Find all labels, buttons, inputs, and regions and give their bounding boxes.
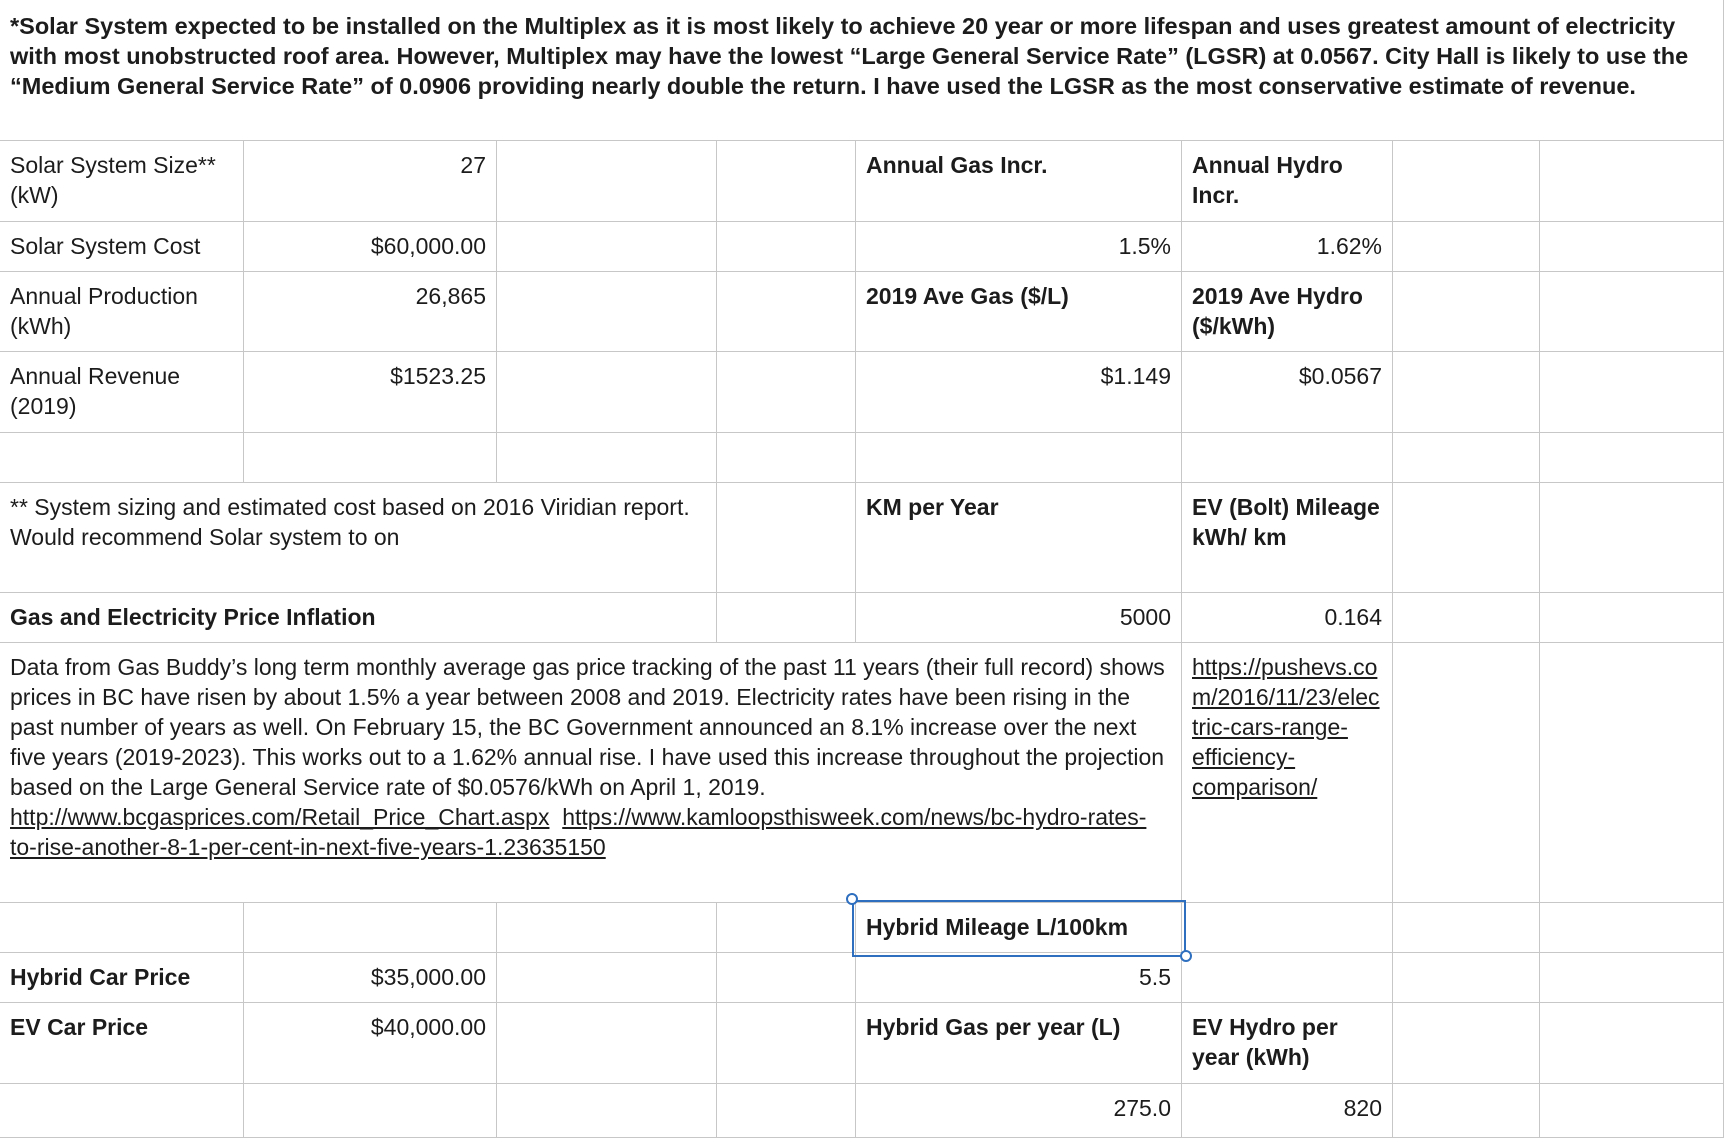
cell-empty[interactable]	[1393, 1003, 1540, 1084]
cell-empty[interactable]	[497, 1003, 717, 1084]
cell-empty[interactable]	[0, 1084, 244, 1138]
ev-hydro-label: EV Hydro per year (kWh)	[1192, 1014, 1338, 1070]
hydro-incr-value: 1.62%	[1316, 233, 1382, 259]
cell-hydro-price-label[interactable]	[1182, 272, 1393, 352]
cell-empty[interactable]	[1393, 352, 1540, 433]
cell-empty[interactable]	[1393, 1084, 1540, 1138]
cell-gas-incr-label[interactable]	[856, 141, 1182, 222]
cell-empty[interactable]	[0, 903, 244, 953]
cell-km-value[interactable]	[856, 593, 1182, 643]
solar-cost-value: $60,000.00	[370, 233, 486, 259]
cell-empty[interactable]	[1540, 903, 1724, 953]
cell-hydro-incr-label[interactable]	[1182, 141, 1393, 222]
cell-empty[interactable]	[497, 272, 717, 352]
cell-ev-hydro-label[interactable]	[1182, 1003, 1393, 1084]
cell-empty[interactable]	[1182, 903, 1393, 953]
km-value: 5000	[1119, 604, 1171, 630]
solar-size-value: 27	[460, 152, 486, 178]
cell-empty[interactable]	[244, 433, 497, 483]
cell-empty[interactable]	[1393, 272, 1540, 352]
cell-hybrid-mileage-value[interactable]	[856, 953, 1182, 1003]
cell-empty[interactable]	[244, 1084, 497, 1138]
hybrid-price-label: Hybrid Car Price	[10, 964, 191, 990]
cell-hybrid-gas-label[interactable]	[856, 1003, 1182, 1084]
cell-empty[interactable]	[497, 222, 717, 272]
production-value: 26,865	[415, 283, 486, 309]
gas-price-value: $1.149	[1100, 363, 1171, 389]
cell-gas-price-value[interactable]	[856, 352, 1182, 433]
cell-empty[interactable]	[717, 903, 856, 953]
solar-note-text: *Solar System expected to be installed on the Multiplex as it is most likely to achieve 20 year or more lifespan and uses greatest amount of electricity with most unobstructed roof area. However, Multiplex may have the lowest “Large General Service Rate” (LGSR) at 0.0567. City Hall is likely to use the “Medium General Service Rate” of 0.0906 providing nearly double the return. I have used the LGSR as the most conservative estimate of revenue.	[10, 13, 1689, 99]
hybrid-mileage-value: 5.5	[1139, 964, 1171, 990]
cell-empty[interactable]	[717, 1003, 856, 1084]
gas-price-label: 2019 Ave Gas ($/L)	[866, 283, 1069, 309]
pushevs-link[interactable]: https://pushevs.com/2016/11/23/electric-cars-range-efficiency-comparison/	[1192, 654, 1380, 800]
cell-revenue-label[interactable]	[0, 352, 244, 433]
ev-mileage-value: 0.164	[1324, 604, 1382, 630]
cell-ev-price-value[interactable]	[244, 1003, 497, 1084]
hydro-price-value: $0.0567	[1298, 363, 1382, 389]
cell-solar-cost-value[interactable]	[244, 222, 497, 272]
cell-production-value[interactable]	[244, 272, 497, 352]
gas-incr-label: Annual Gas Incr.	[866, 152, 1048, 178]
hybrid-gas-label: Hybrid Gas per year (L)	[866, 1014, 1121, 1040]
cell-sizing-note[interactable]	[0, 483, 717, 593]
cell-empty[interactable]	[1393, 222, 1540, 272]
selection-handle-bottom-right[interactable]	[1180, 950, 1192, 962]
cell-empty[interactable]	[1393, 141, 1540, 222]
ev-hydro-value: 820	[1343, 1095, 1382, 1121]
production-label: Annual Production (kWh)	[10, 283, 198, 339]
solar-cost-label: Solar System Cost	[10, 233, 201, 259]
cell-empty[interactable]	[1393, 903, 1540, 953]
cell-empty[interactable]	[1540, 272, 1724, 352]
cell-empty[interactable]	[1540, 141, 1724, 222]
hybrid-price-value: $35,000.00	[370, 964, 486, 990]
cell-hybrid-gas-value[interactable]	[856, 1084, 1182, 1138]
ev-mileage-label: EV (Bolt) Mileage kWh/ km	[1192, 494, 1380, 550]
cell-empty[interactable]	[1540, 222, 1724, 272]
cell-empty[interactable]	[1182, 953, 1393, 1003]
inflation-heading: Gas and Electricity Price Inflation	[10, 604, 376, 630]
cell-empty[interactable]	[497, 141, 717, 222]
cell-empty[interactable]	[1540, 433, 1724, 483]
cell-empty[interactable]	[0, 433, 244, 483]
cell-solar-size-value[interactable]	[244, 141, 497, 222]
cell-empty[interactable]	[497, 903, 717, 953]
revenue-value: $1523.25	[390, 363, 486, 389]
cell-km-label[interactable]	[856, 483, 1182, 593]
cell-empty[interactable]	[497, 433, 717, 483]
cell-inflation-heading[interactable]	[0, 593, 717, 643]
cell-ev-mileage-label[interactable]	[1182, 483, 1393, 593]
cell-empty[interactable]	[244, 903, 497, 953]
cell-empty[interactable]	[717, 1084, 856, 1138]
cell-empty[interactable]	[1393, 593, 1540, 643]
ev-price-value: $40,000.00	[370, 1014, 486, 1040]
inflation-text: Data from Gas Buddy’s long term monthly average gas price tracking of the past 11 years (their full record) shows prices in BC have risen by about 1.5% a year between 2008 and 2019. Electricity rates have been rising in the past number of years as well. On February 15, the BC Government announced an 8.1% increase over the next five years (2019-2023). This works out to a 1.62% annual rise. I have used this increase throughout the projection based on the Large General Service rate of $0.0576/kWh on April 1, 2019.	[10, 654, 1165, 800]
cell-empty[interactable]	[717, 141, 856, 222]
cell-pushevs-link[interactable]	[1182, 643, 1393, 903]
hydro-price-label: 2019 Ave Hydro ($/kWh)	[1192, 283, 1363, 339]
cell-empty[interactable]	[1393, 433, 1540, 483]
hydro-incr-label: Annual Hydro Incr.	[1192, 152, 1343, 208]
cell-empty[interactable]	[717, 593, 856, 643]
cell-empty[interactable]	[1540, 1084, 1724, 1138]
selection-outline	[852, 900, 1186, 957]
cell-empty[interactable]	[1540, 483, 1724, 593]
cell-inflation-text[interactable]	[0, 643, 1182, 903]
cell-empty[interactable]	[1540, 352, 1724, 433]
cell-production-label[interactable]	[0, 272, 244, 352]
cell-ev-price-label[interactable]	[0, 1003, 244, 1084]
cell-empty[interactable]	[717, 272, 856, 352]
cell-revenue-value[interactable]	[244, 352, 497, 433]
cell-empty[interactable]	[717, 433, 856, 483]
cell-hybrid-price-label[interactable]	[0, 953, 244, 1003]
cell-gas-price-label[interactable]	[856, 272, 1182, 352]
cell-empty[interactable]	[1182, 433, 1393, 483]
cell-hybrid-price-value[interactable]	[244, 953, 497, 1003]
cell-empty[interactable]	[1393, 643, 1540, 903]
cell-empty[interactable]	[497, 953, 717, 1003]
cell-solar-size-label[interactable]	[0, 141, 244, 222]
km-label: KM per Year	[866, 494, 999, 520]
solar-size-label: Solar System Size** (kW)	[10, 152, 216, 208]
cell-empty[interactable]	[1540, 1003, 1724, 1084]
cell-hydro-incr-value[interactable]	[1182, 222, 1393, 272]
hybrid-gas-value: 275.0	[1113, 1095, 1171, 1121]
solar-note-cell[interactable]	[0, 0, 1724, 141]
gas-incr-value: 1.5%	[1118, 233, 1171, 259]
cell-empty[interactable]	[1540, 593, 1724, 643]
cell-empty[interactable]	[497, 352, 717, 433]
cell-empty[interactable]	[1540, 643, 1724, 903]
cell-empty[interactable]	[1393, 953, 1540, 1003]
cell-empty[interactable]	[856, 433, 1182, 483]
cell-empty[interactable]	[717, 483, 856, 593]
cell-ev-mileage-value[interactable]	[1182, 593, 1393, 643]
hybrid-mileage-label: Hybrid Mileage L/100km	[866, 914, 1129, 940]
cell-ev-hydro-value[interactable]	[1182, 1084, 1393, 1138]
cell-empty[interactable]	[1393, 483, 1540, 593]
revenue-label: Annual Revenue (2019)	[10, 363, 181, 419]
cell-empty[interactable]	[497, 1084, 717, 1138]
ev-price-label: EV Car Price	[10, 1014, 149, 1040]
kamloops-link[interactable]: https://www.kamloopsthisweek.com/news/bc-hydro-rates-to-rise-another-8-1-per-cent-in-next-five-years-1.23635150	[10, 804, 1147, 860]
cell-empty[interactable]	[1540, 953, 1724, 1003]
cell-gas-incr-value[interactable]	[856, 222, 1182, 272]
selection-handle-top-left[interactable]	[846, 893, 858, 905]
sizing-note-text: ** System sizing and estimated cost based on 2016 Viridian report. Would recommend Solar system to on	[10, 494, 690, 550]
cell-empty[interactable]	[717, 953, 856, 1003]
cell-empty[interactable]	[717, 352, 856, 433]
bcgasprices-link[interactable]: http://www.bcgasprices.com/Retail_Price_Chart.aspx	[10, 804, 550, 830]
cell-solar-cost-label[interactable]	[0, 222, 244, 272]
cell-empty[interactable]	[717, 222, 856, 272]
cell-hydro-price-value[interactable]	[1182, 352, 1393, 433]
